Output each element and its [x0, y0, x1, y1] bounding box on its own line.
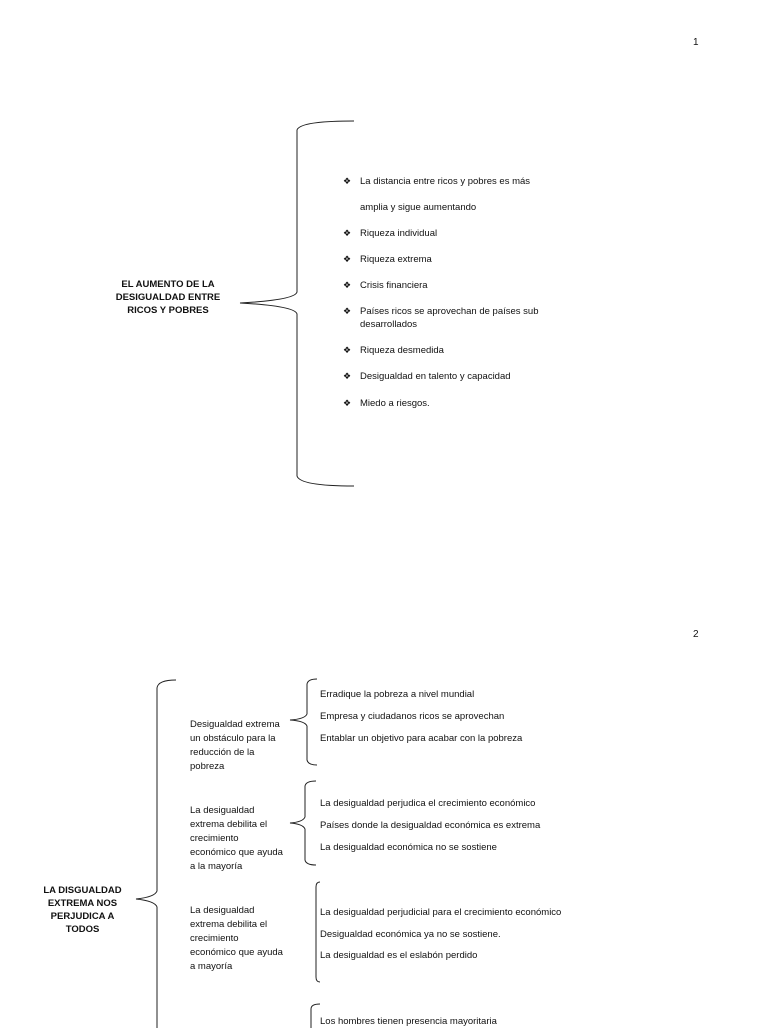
- diamond-bullet-icon: ❖: [343, 371, 352, 381]
- list-item: La desigualdad es el eslabón perdido: [320, 950, 478, 961]
- list-item: La desigualdad económica no se sostiene: [320, 842, 497, 853]
- group-2-brace: [290, 781, 316, 865]
- group-1-brace: [290, 679, 317, 765]
- list-item-text: amplia y sigue aumentando: [360, 202, 477, 213]
- group-label-line: crecimiento: [190, 933, 239, 944]
- page1-title-line: RICOS Y POBRES: [127, 305, 209, 316]
- diamond-bullet-icon: ❖: [343, 254, 352, 264]
- list-item: Entablar un objetivo para acabar con la pobreza: [320, 733, 523, 744]
- list-item-text: Países ricos se aprovechan de países sub: [360, 306, 539, 317]
- group-label-line: reducción de la: [190, 747, 255, 758]
- diamond-bullet-icon: ❖: [343, 280, 352, 290]
- page2-title-line: TODOS: [65, 924, 100, 935]
- list-item-text: Desigualdad en talento y capacidad: [360, 371, 511, 382]
- diamond-bullet-icon: ❖: [343, 345, 352, 355]
- list-item-text: Miedo a riesgos.: [360, 398, 430, 409]
- page-number-1: 1: [693, 37, 699, 48]
- diamond-bullet-icon: ❖: [343, 398, 352, 408]
- list-item-text: Riqueza extrema: [360, 254, 432, 265]
- page-number-2: 2: [693, 629, 699, 640]
- list-item: La desigualdad perjudica el crecimiento económico: [320, 798, 536, 809]
- diamond-bullet-icon: ❖: [343, 228, 352, 238]
- list-item-text: Riqueza individual: [360, 228, 438, 239]
- group-label-line: un obstáculo para la: [190, 733, 276, 744]
- list-item: Los hombres tienen presencia mayoritaria: [320, 1016, 497, 1027]
- group-label-line: a la mayoría: [190, 861, 243, 872]
- page2-title-line: PERJUDICA A: [50, 911, 115, 922]
- group-3-label: [190, 904, 283, 974]
- diamond-bullet-icon: ❖: [343, 176, 352, 186]
- group-label-line: La desigualdad: [190, 805, 255, 816]
- list-item-text: Riqueza desmedida: [360, 345, 444, 356]
- page1-title-line: EL AUMENTO DE LA: [121, 279, 215, 290]
- list-item-text: Crisis financiera: [360, 280, 428, 291]
- group-2-label: [190, 804, 283, 874]
- group-4-brace: [311, 1004, 320, 1028]
- group-1-label: [190, 718, 280, 774]
- group-label-line: extrema debilita el: [190, 819, 268, 830]
- list-item: Desigualdad económica ya no se sostiene.: [320, 929, 501, 940]
- group-label-line: crecimiento: [190, 833, 239, 844]
- diamond-bullet-icon: ❖: [343, 306, 352, 316]
- page2-title-line: LA DISGUALDAD: [43, 885, 122, 896]
- group-label-line: extrema debilita el: [190, 919, 268, 930]
- group-label-line: La desigualdad: [190, 905, 255, 916]
- list-item-text: desarrollados: [360, 319, 418, 330]
- page1-title-line: DESIGUALDAD ENTRE: [115, 292, 221, 303]
- group-label-line: económico que ayuda: [190, 947, 283, 958]
- group-label-line: a mayoría: [190, 961, 233, 972]
- group-label-line: Desigualdad extrema: [190, 719, 280, 730]
- page2-title-line: EXTREMA NOS: [47, 898, 118, 909]
- list-item: Empresa y ciudadanos ricos se aprovechan: [320, 711, 505, 722]
- list-item: Países donde la desigualdad económica es extrema: [320, 820, 541, 831]
- list-item-text: La distancia entre ricos y pobres es más: [360, 176, 531, 187]
- group-label-line: pobreza: [190, 761, 225, 772]
- group-label-line: económico que ayuda: [190, 847, 283, 858]
- list-item: La desigualdad perjudicial para el crecimiento económico: [320, 907, 562, 918]
- page2-main-brace: [136, 680, 176, 1028]
- list-item: Erradique la pobreza a nivel mundial: [320, 689, 475, 700]
